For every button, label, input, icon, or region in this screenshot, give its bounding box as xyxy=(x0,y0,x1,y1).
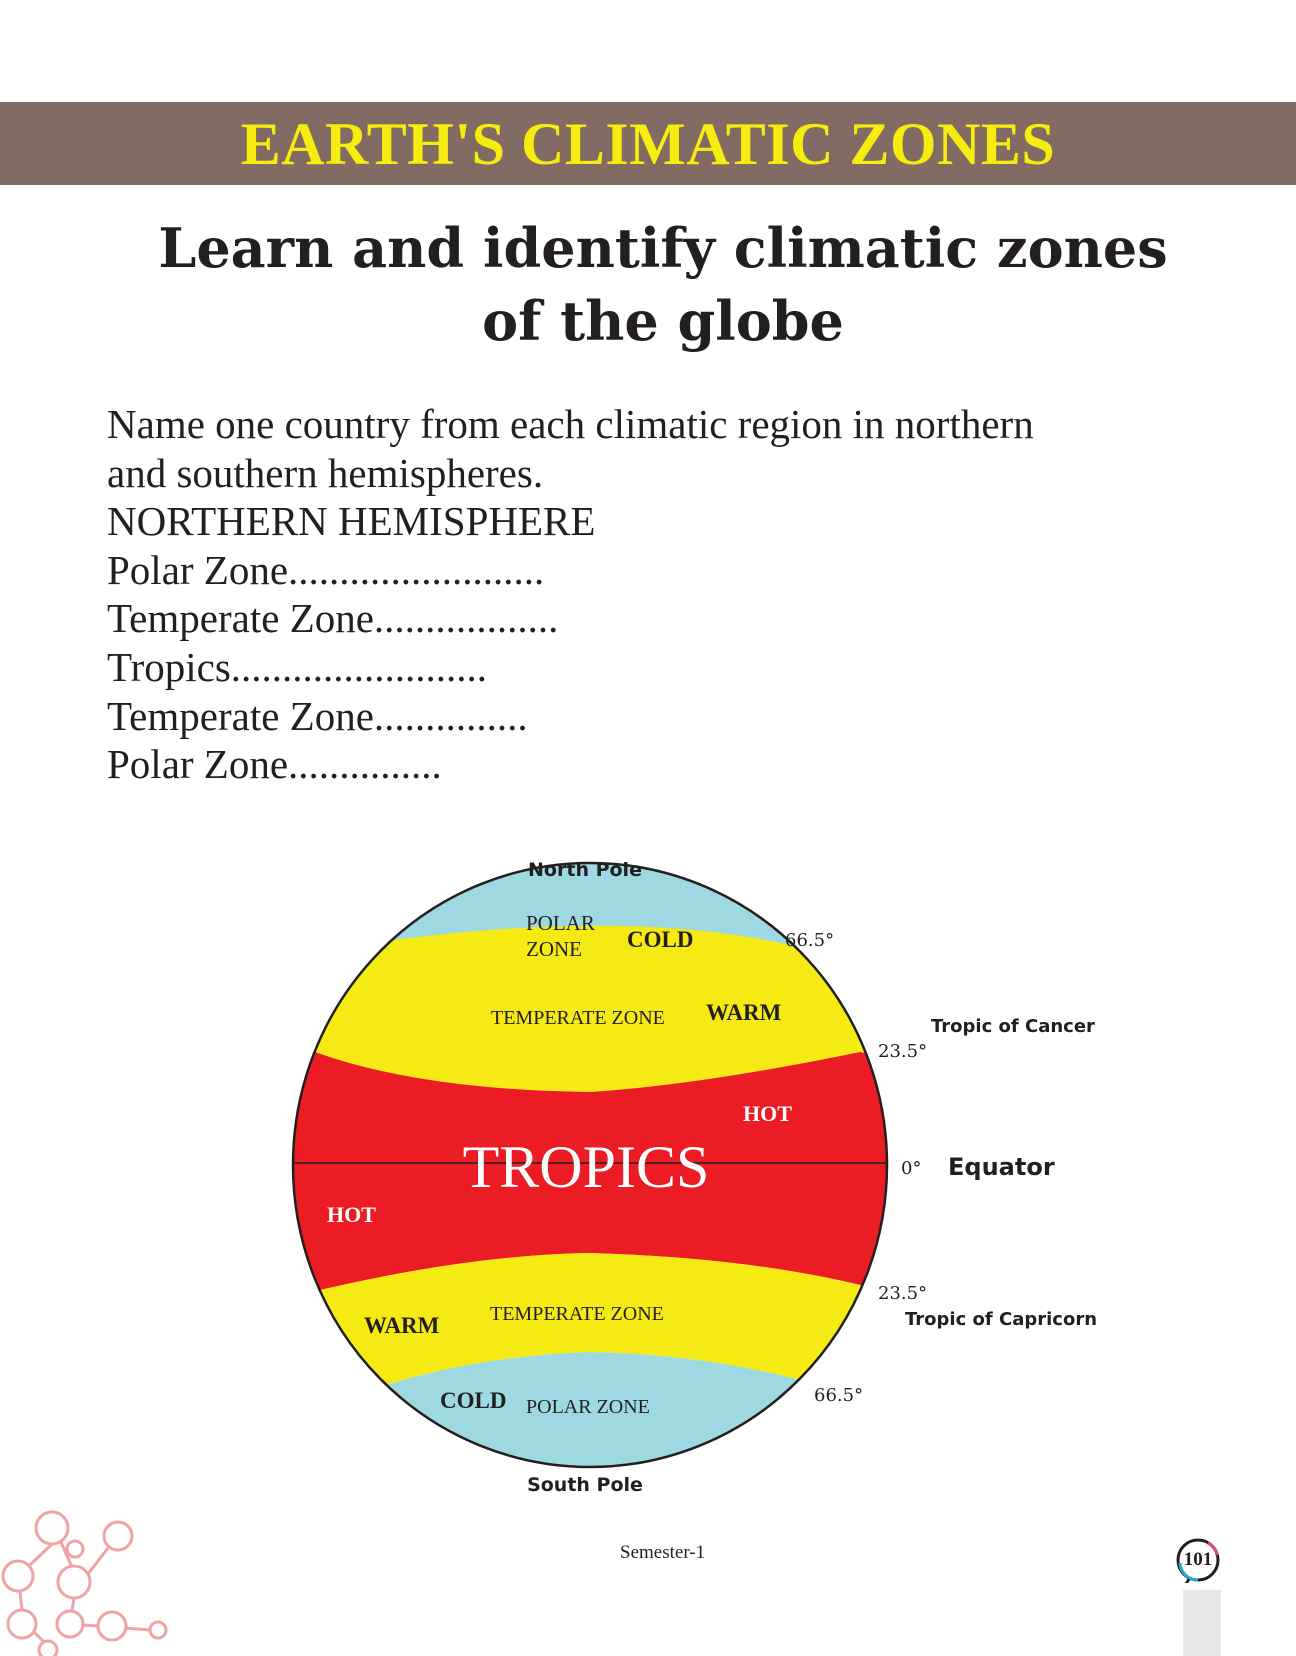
heading-line-2: of the globe xyxy=(482,289,844,353)
polar-zone-south-label: POLAR ZONE xyxy=(526,1396,650,1418)
polar-zone-north-label-2: ZONE xyxy=(526,937,582,961)
tropics-label: TROPICS xyxy=(462,1134,710,1200)
warm-south-label: WARM xyxy=(364,1313,440,1338)
latitude-antarctic: 66.5° xyxy=(814,1385,864,1406)
exercise-line: Tropics......................... xyxy=(107,643,488,690)
tropic-of-cancer-label: Tropic of Cancer xyxy=(931,1016,1095,1037)
exercise-line: Polar Zone......................... xyxy=(107,546,545,593)
warm-north-label: WARM xyxy=(706,1000,782,1025)
exercise-line: and southern hemispheres. xyxy=(107,449,544,496)
heading-line-1: Learn and identify climatic zones xyxy=(158,216,1168,280)
temperate-zone-north-label: TEMPERATE ZONE xyxy=(491,1007,665,1029)
tropic-of-capricorn-label: Tropic of Capricorn xyxy=(905,1309,1098,1330)
page-number: 101 xyxy=(1183,1549,1213,1570)
page-tab xyxy=(1183,1590,1221,1656)
north-pole-label: North Pole xyxy=(528,859,642,881)
exercise-line: Temperate Zone.................. xyxy=(107,595,559,642)
latitude-equator: 0° xyxy=(901,1158,922,1179)
latitude-cancer: 23.5° xyxy=(878,1041,928,1062)
decorative-molecule-icon xyxy=(3,1512,166,1656)
cold-north-label: COLD xyxy=(627,927,694,952)
exercise-line: Name one country from each climatic region in northern xyxy=(107,401,1034,447)
hot-upper-label: HOT xyxy=(743,1101,792,1126)
cold-south-label: COLD xyxy=(440,1388,507,1413)
latitude-capricorn: 23.5° xyxy=(878,1283,928,1304)
latitude-arctic: 66.5° xyxy=(785,930,835,951)
hot-lower-label: HOT xyxy=(327,1202,376,1227)
exercise-line: Polar Zone............... xyxy=(107,741,442,788)
exercise-line: NORTHERN HEMISPHERE xyxy=(107,498,596,545)
polar-zone-north-label: POLAR xyxy=(526,911,595,935)
equator-label: Equator xyxy=(948,1153,1055,1181)
temperate-zone-south-label: TEMPERATE ZONE xyxy=(490,1303,664,1325)
footer-semester: Semester-1 xyxy=(620,1542,706,1563)
banner-title: EARTH'S CLIMATIC ZONES xyxy=(240,110,1056,177)
exercise-line: Temperate Zone............... xyxy=(107,692,528,739)
south-pole-label: South Pole xyxy=(527,1474,643,1496)
